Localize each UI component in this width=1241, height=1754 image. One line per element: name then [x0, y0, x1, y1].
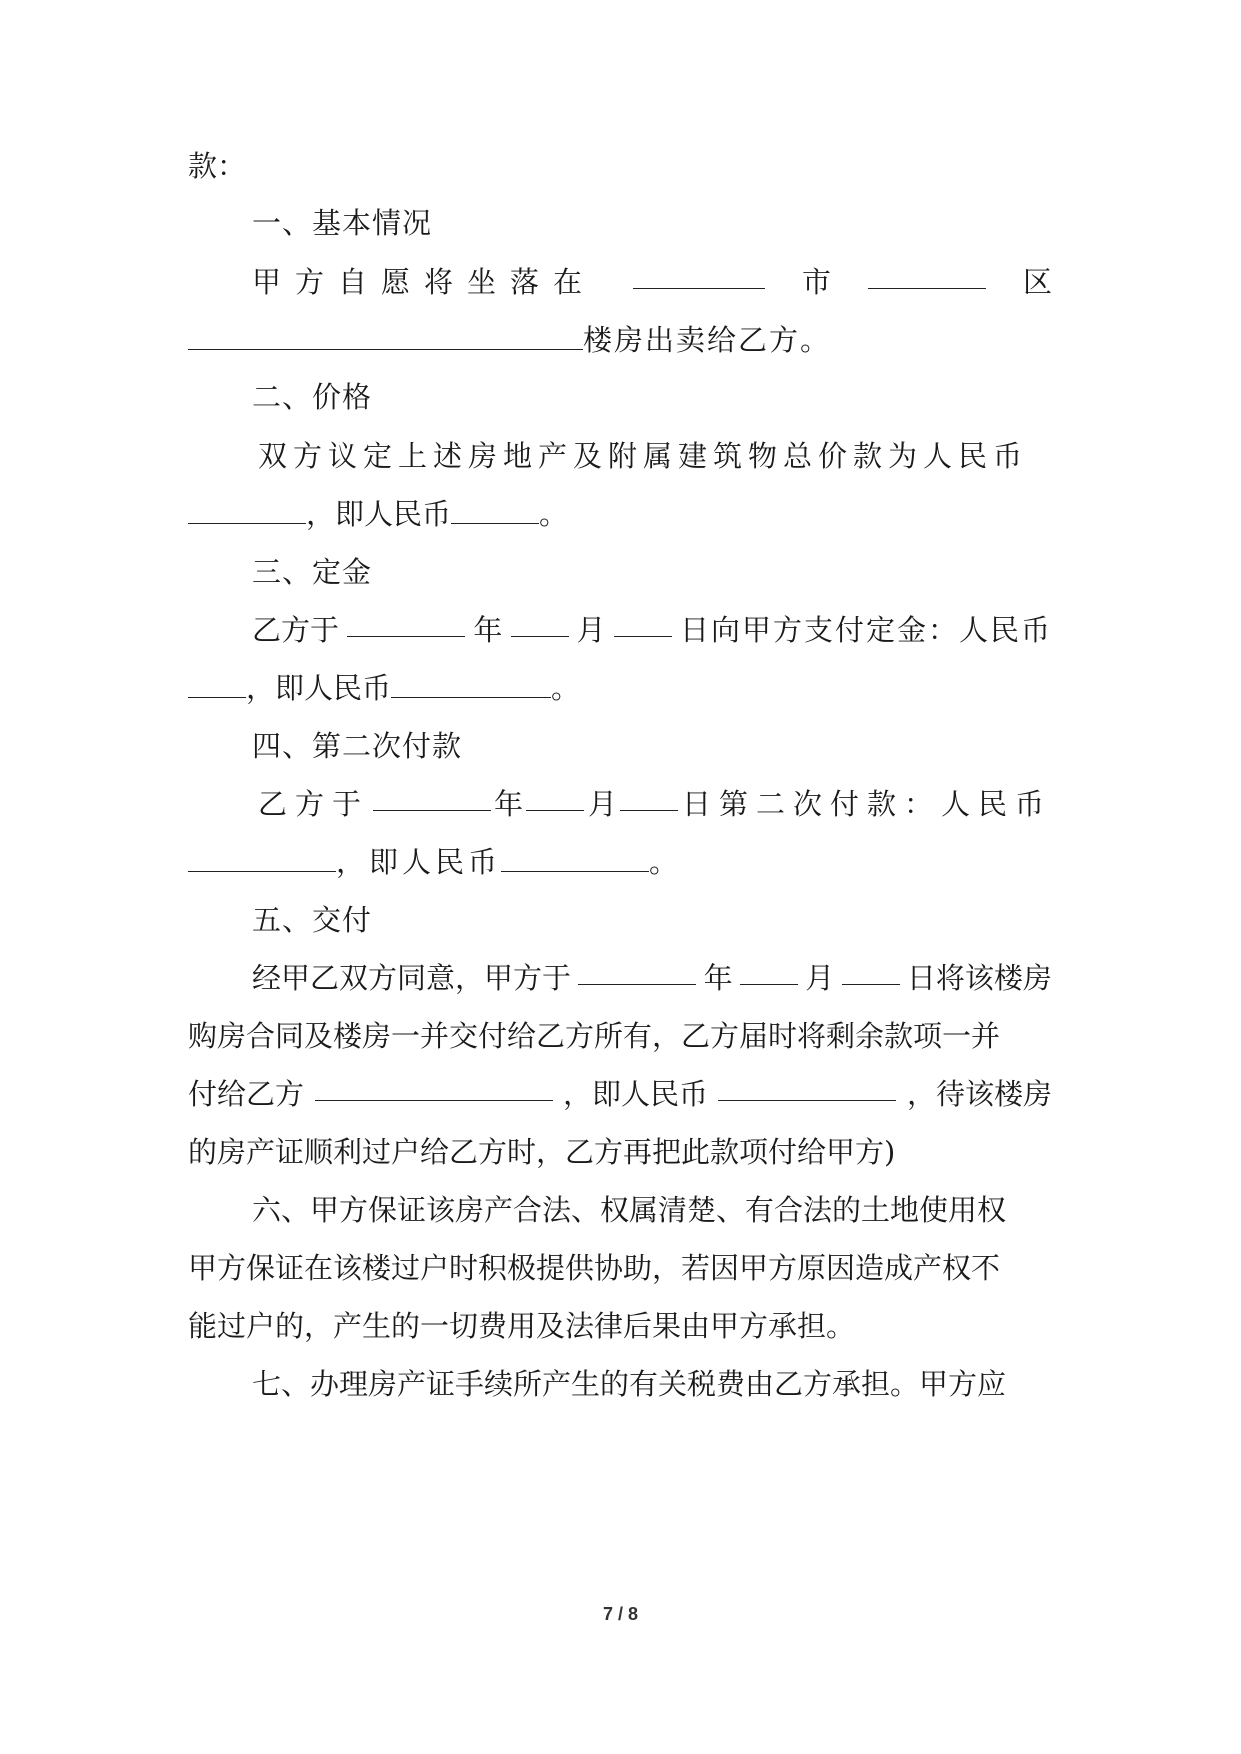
text-segment: 年	[473, 613, 503, 647]
blank-field	[188, 323, 583, 350]
paragraph-line	[188, 494, 1052, 534]
text-segment: 楼房出卖给乙方。	[583, 323, 832, 357]
blank-field	[718, 1074, 896, 1101]
blank-field	[188, 497, 306, 524]
text-segment: ，即人民币	[562, 1077, 708, 1111]
text-segment: 年	[703, 961, 733, 995]
paragraph-line	[188, 842, 1052, 882]
blank-field	[633, 262, 765, 289]
text-segment: 年	[493, 787, 523, 821]
blank-field	[526, 784, 584, 811]
text-segment: 月	[587, 787, 617, 821]
text-segment: 购房合同及楼房一并交付给乙方所有，乙方届时将剩余款项一并	[188, 1019, 1001, 1053]
blank-field	[315, 1074, 553, 1101]
section-heading-deposit: 三、定金	[252, 555, 373, 589]
paragraph-line	[188, 320, 1052, 360]
paragraph-line	[188, 1016, 1052, 1056]
paragraph-line: 的房产证顺利过户给乙方时，乙方再把此款项付给甲方)	[188, 1135, 896, 1169]
continuation-text: 款：	[188, 149, 247, 183]
section-heading-delivery: 五、交付	[252, 903, 373, 937]
blank-field	[501, 845, 649, 872]
text-segment: ，待该楼房	[906, 1077, 1052, 1111]
text-segment: 付给乙方	[188, 1077, 305, 1111]
text-segment: ，即人民币	[306, 497, 452, 531]
blank-field	[578, 958, 696, 985]
text-segment: ，即人民币	[246, 671, 392, 705]
paragraph-line	[252, 1364, 1052, 1404]
text-segment: 区	[1022, 265, 1052, 299]
page-number: 7 / 8	[602, 1604, 639, 1624]
text-segment: 甲方自愿将坐落在	[252, 265, 597, 299]
text-segment: 月	[805, 961, 835, 995]
section-heading-second-payment: 四、第二次付款	[252, 729, 463, 763]
blank-field	[188, 845, 336, 872]
blank-field	[740, 958, 798, 985]
text-segment: 七、办理房产证手续所产生的有关税费由乙方承担。甲方应	[252, 1367, 1007, 1401]
text-segment: 乙方于	[258, 787, 370, 821]
paragraph-line	[188, 668, 1052, 708]
blank-field	[511, 610, 569, 637]
paragraph-line	[188, 1248, 1052, 1288]
blank-field	[391, 671, 551, 698]
blank-field	[614, 610, 672, 637]
paragraph-line: 能过户的，产生的一切费用及法律后果由甲方承担。	[188, 1309, 856, 1343]
paragraph-line	[188, 1074, 1052, 1114]
section-heading-price: 二、价格	[252, 380, 373, 414]
text-segment: 日向甲方支付定金：人民币	[679, 613, 1052, 647]
text-segment: 六、甲方保证该房产合法、权属清楚、有合法的土地使用权	[252, 1193, 1007, 1227]
paragraph-line	[252, 1190, 1052, 1230]
text-segment: 。	[551, 671, 581, 705]
paragraph-line	[258, 436, 1052, 476]
text-segment: 日将该楼房	[906, 961, 1052, 995]
text-segment: 日第二次付款：人民币	[681, 787, 1052, 821]
text-segment: 乙方于	[252, 613, 340, 647]
text-segment: 双方议定上述房地产及附属建筑物总价款为人民币	[258, 439, 1029, 473]
blank-field	[373, 784, 491, 811]
text-segment: 月	[576, 613, 606, 647]
text-segment: 经甲乙双方同意，甲方于	[252, 961, 572, 995]
text-segment: ，即人民币	[336, 845, 502, 879]
paragraph-line	[252, 958, 1052, 998]
blank-field	[842, 958, 900, 985]
text-segment: 。	[539, 497, 569, 531]
paragraph-line	[252, 610, 1052, 650]
paragraph-line	[258, 784, 1052, 824]
paragraph-line	[252, 262, 1052, 302]
blank-field	[451, 497, 539, 524]
text-segment: 甲方保证在该楼过户时积极提供协助，若因甲方原因造成产权不	[188, 1251, 1001, 1285]
section-heading-basic: 一、基本情况	[252, 206, 433, 240]
text-segment: 。	[649, 845, 679, 879]
blank-field	[868, 262, 986, 289]
blank-field	[620, 784, 678, 811]
text-segment: 市	[801, 265, 831, 299]
blank-field	[188, 671, 246, 698]
blank-field	[347, 610, 465, 637]
